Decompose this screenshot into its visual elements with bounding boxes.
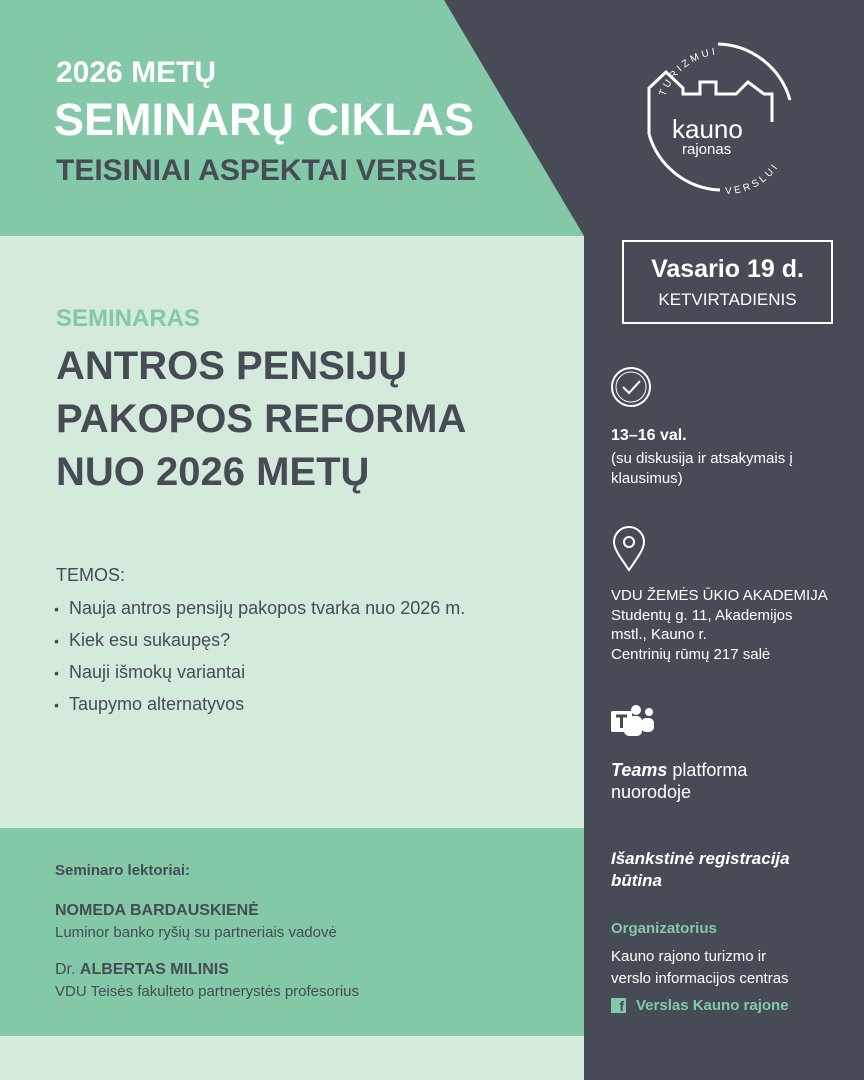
seminar-title-line: NUO 2026 METŲ — [56, 450, 370, 494]
kauno-rajonas-logo — [640, 36, 810, 196]
venue-room: Centrinių rūmų 217 salė — [611, 645, 771, 663]
registration-note: Išankstinė registracija būtina — [611, 849, 790, 890]
logo-arc-bottom-text: VERSLUI — [724, 160, 782, 196]
topics-heading: TEMOS: — [56, 565, 126, 585]
bullet-icon: • — [54, 697, 59, 713]
lecturer-entry — [55, 902, 337, 941]
event-date: Vasario 19 d. — [651, 255, 804, 283]
header-topic: TEISINIAI ASPEKTAI VERSLE — [56, 154, 477, 187]
seminar-title-line: PAKOPOS REFORMA — [56, 397, 467, 441]
event-weekday: KETVIRTADIENIS — [658, 290, 797, 309]
lecturer-name: ALBERTAS MILINIS — [79, 961, 229, 978]
logo-arc-top-text: TURIZMUI — [657, 46, 719, 98]
lecturer-entry — [55, 961, 359, 1000]
seminar-title — [56, 340, 466, 499]
svg-text:VERSLUI — [725, 161, 782, 196]
header-year: 2026 METŲ — [56, 56, 217, 89]
lecturers-heading: Seminaro lektoriai: — [55, 862, 191, 879]
topic-item: • Taupymo alternatyvos — [54, 692, 465, 724]
lecturer-role: VDU Teisės fakulteto partnerystės profesorius — [55, 983, 360, 1000]
venue-address-line: Studentų g. 11, Akademijos — [611, 606, 793, 624]
teams-brand: Teams — [611, 760, 668, 780]
location-pin-icon — [612, 526, 646, 572]
lecturer-role: Luminor banko ryšių su partneriais vadovė — [55, 924, 337, 941]
topic-item: • Nauji išmokų variantai — [54, 660, 465, 692]
organizer-name: Kauno rajono turizmo ir verslo informacijos centras — [611, 948, 789, 987]
venue-address-line: mstl., Kauno r. — [611, 626, 707, 643]
lecturer-name: NOMEDA BARDAUSKIENĖ — [55, 902, 259, 919]
facebook-page-name: Verslas Kauno rajone — [636, 997, 789, 1014]
bullet-icon: • — [54, 665, 59, 681]
facebook-icon: f — [611, 998, 626, 1013]
topic-item: • Nauja antros pensijų pakopos tvarka nuo 2026 m. — [54, 596, 465, 628]
logo-word-kauno: kauno — [672, 114, 743, 144]
logo-word-rajonas: rajonas — [682, 141, 732, 158]
facebook-page-link[interactable] — [611, 997, 789, 1014]
venue-name: VDU ŽEMĖS ŪKIO AKADEMIJA — [611, 587, 828, 604]
lecturer-title-prefix: Dr. — [55, 961, 80, 978]
event-date-box — [622, 240, 833, 324]
organizer-heading: Organizatorius — [611, 920, 717, 937]
clock-icon — [610, 366, 652, 408]
topics-list — [54, 596, 465, 724]
event-time: 13–16 val. — [611, 427, 687, 444]
topic-item: • Kiek esu sukaupęs? — [54, 628, 465, 660]
teams-icon — [610, 704, 656, 740]
event-venue — [611, 586, 828, 664]
bullet-icon: • — [54, 601, 59, 617]
event-time-note: (su diskusija ir atsakymais į klausimus) — [611, 450, 793, 487]
seminar-title-line: ANTROS PENSIJŲ — [56, 344, 408, 388]
seminar-label: SEMINARAS — [56, 305, 201, 332]
header-series-title: SEMINARŲ CIKLAS — [54, 94, 475, 145]
teams-platform-note: Teams platforma nuorodoje — [611, 760, 748, 802]
bullet-icon: • — [54, 633, 59, 649]
